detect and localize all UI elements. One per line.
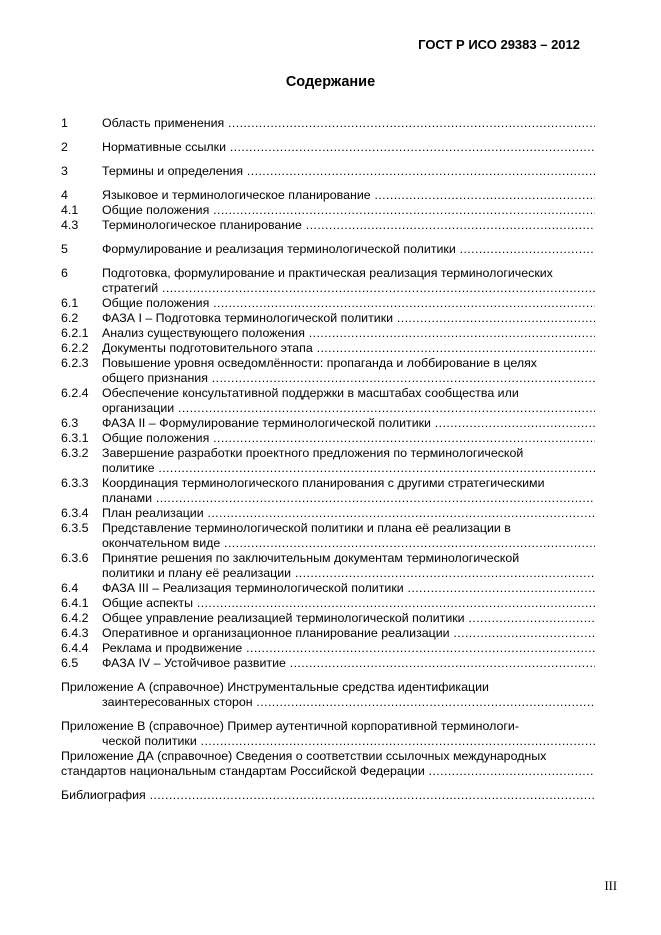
- toc-number: 1: [61, 116, 68, 130]
- toc-title: План реализации: [102, 506, 204, 520]
- toc-title-continued: общего признания: [102, 371, 208, 385]
- toc-title-continued: организации: [102, 401, 175, 415]
- toc-entry[interactable]: [61, 581, 595, 596]
- toc-number: 6.2.1: [61, 326, 89, 340]
- toc-entry[interactable]: [61, 506, 595, 521]
- toc-title: Анализ существующего положения: [102, 326, 305, 340]
- toc-number: 6.5: [61, 656, 79, 670]
- toc-title: Языковое и терминологическое планирование: [102, 188, 371, 202]
- toc-number: 6.2.4: [61, 386, 89, 400]
- toc-number: 6.2.2: [61, 341, 89, 355]
- toc-title: Документы подготовительного этапа: [102, 341, 313, 355]
- toc-number: 6.4.3: [61, 626, 89, 640]
- appendix-title: Приложение А (справочное) Инструментальные средства идентификации: [61, 680, 489, 694]
- toc-title-continued: планами: [102, 491, 153, 505]
- toc-entry[interactable]: [61, 626, 595, 641]
- table-of-contents: [61, 116, 595, 803]
- toc-title-continued: окончательном виде: [102, 536, 221, 550]
- toc-title: ФАЗА I – Подготовка терминологической политики: [102, 311, 394, 325]
- toc-entry[interactable]: [61, 446, 595, 476]
- document-code: ГОСТ Р ИСО 29383 – 2012: [418, 37, 580, 52]
- toc-title: Терминологическое планирование: [102, 218, 302, 232]
- toc-number: 6.4: [61, 581, 79, 595]
- toc-entry[interactable]: [61, 218, 595, 233]
- toc-number: 6.4.2: [61, 611, 89, 625]
- toc-entry[interactable]: [61, 242, 595, 257]
- toc-number: 6.3.5: [61, 521, 89, 535]
- toc-entry[interactable]: [61, 203, 595, 218]
- toc-entry[interactable]: [61, 551, 595, 581]
- toc-title: Общие положения: [102, 296, 210, 310]
- toc-title: Область применения: [102, 116, 225, 130]
- toc-title: Координация терминологического планирования с другими стратегическими: [102, 476, 545, 490]
- bibliography-title: Библиография: [61, 788, 146, 802]
- toc-entry[interactable]: [61, 326, 595, 341]
- toc-entry[interactable]: [61, 416, 595, 431]
- toc-title: Нормативные ссылки: [102, 140, 226, 154]
- toc-number: 3: [61, 164, 68, 178]
- toc-entry[interactable]: [61, 431, 595, 446]
- toc-entry[interactable]: [61, 521, 595, 551]
- toc-entry[interactable]: [61, 641, 595, 656]
- toc-title: Реклама и продвижение: [102, 641, 243, 655]
- toc-number: 6.4.4: [61, 641, 89, 655]
- toc-entry[interactable]: [61, 596, 595, 611]
- toc-title: Формулирование и реализация терминологической политики: [102, 242, 456, 256]
- page-title: Содержание: [285, 74, 376, 90]
- toc-title: Общие положения: [102, 431, 210, 445]
- toc-number: 6.3.6: [61, 551, 89, 565]
- toc-number: 6.1: [61, 296, 79, 310]
- toc-number: 5: [61, 242, 68, 256]
- toc-number: 6.4.1: [61, 596, 89, 610]
- toc-entry[interactable]: [61, 476, 595, 506]
- toc-title: Общие аспекты: [102, 596, 194, 610]
- toc-appendix-b[interactable]: [61, 719, 595, 749]
- toc-title: Повышение уровня осведомлённости: пропаганда и лоббирование в целях: [102, 356, 537, 370]
- toc-entry[interactable]: [61, 386, 595, 416]
- toc-number: 6.2: [61, 311, 79, 325]
- toc-entry[interactable]: [61, 116, 595, 131]
- toc-title: ФАЗА IV – Устойчивое развитие: [102, 656, 286, 670]
- toc-title: Оперативное и организационное планирование реализации: [102, 626, 450, 640]
- toc-title-continued: политики и плану её реализации: [102, 566, 292, 580]
- toc-title: ФАЗА III – Реализация терминологической политики: [102, 581, 404, 595]
- appendix-title-continued: заинтересованных сторон: [102, 695, 253, 709]
- toc-title-continued: стратегий: [102, 281, 159, 295]
- toc-title: Термины и определения: [102, 164, 244, 178]
- page-number: III: [604, 879, 617, 893]
- toc-number: 4.1: [61, 203, 79, 217]
- toc-number: 4.3: [61, 218, 79, 232]
- appendix-title: Приложение ДА (справочное) Сведения о соответствии ссылочных международных: [61, 749, 547, 763]
- toc-title-continued: политике: [102, 461, 155, 475]
- toc-entry[interactable]: [61, 164, 595, 179]
- toc-title: Общие положения: [102, 203, 210, 217]
- toc-bibliography[interactable]: [61, 788, 595, 803]
- appendix-title-continued: ческой политики: [102, 734, 197, 748]
- toc-number: 6.3: [61, 416, 79, 430]
- toc-title: Обеспечение консультативной поддержки в масштабах сообщества или: [102, 386, 519, 400]
- toc-number: 6.3.2: [61, 446, 89, 460]
- toc-title: Принятие решения по заключительным документам терминологической: [102, 551, 520, 565]
- toc-number: 6: [61, 266, 68, 280]
- appendix-title-continued: стандартов национальным стандартам Российской Федерации: [61, 764, 425, 778]
- toc-appendix-a[interactable]: [61, 680, 595, 710]
- toc-entry[interactable]: [61, 656, 595, 671]
- toc-number: 6.3.4: [61, 506, 89, 520]
- toc-entry[interactable]: [61, 140, 595, 155]
- toc-entry[interactable]: [61, 356, 595, 386]
- toc-title: Общее управление реализацией терминологической политики: [102, 611, 465, 625]
- toc-title: Представление терминологической политики и плана её реализации в: [102, 521, 511, 535]
- toc-number: 6.2.3: [61, 356, 89, 370]
- toc-number: 2: [61, 140, 68, 154]
- toc-title: Завершение разработки проектного предложения по терминологической: [102, 446, 524, 460]
- toc-appendix-da[interactable]: [61, 749, 595, 779]
- toc-entry[interactable]: [61, 311, 595, 326]
- toc-entry[interactable]: [61, 266, 595, 296]
- toc-title: Подготовка, формулирование и практическая реализация терминологических: [102, 266, 553, 280]
- toc-entry[interactable]: [61, 296, 595, 311]
- toc-number: 4: [61, 188, 68, 202]
- toc-entry[interactable]: [61, 188, 595, 203]
- appendix-title: Приложение В (справочное) Пример аутентичной корпоративной терминологи-: [61, 719, 519, 733]
- toc-number: 6.3.3: [61, 476, 89, 490]
- toc-number: 6.3.1: [61, 431, 89, 445]
- toc-entry[interactable]: [61, 341, 595, 356]
- toc-entry[interactable]: [61, 611, 595, 626]
- toc-title: ФАЗА II – Формулирование терминологической политики: [102, 416, 431, 430]
